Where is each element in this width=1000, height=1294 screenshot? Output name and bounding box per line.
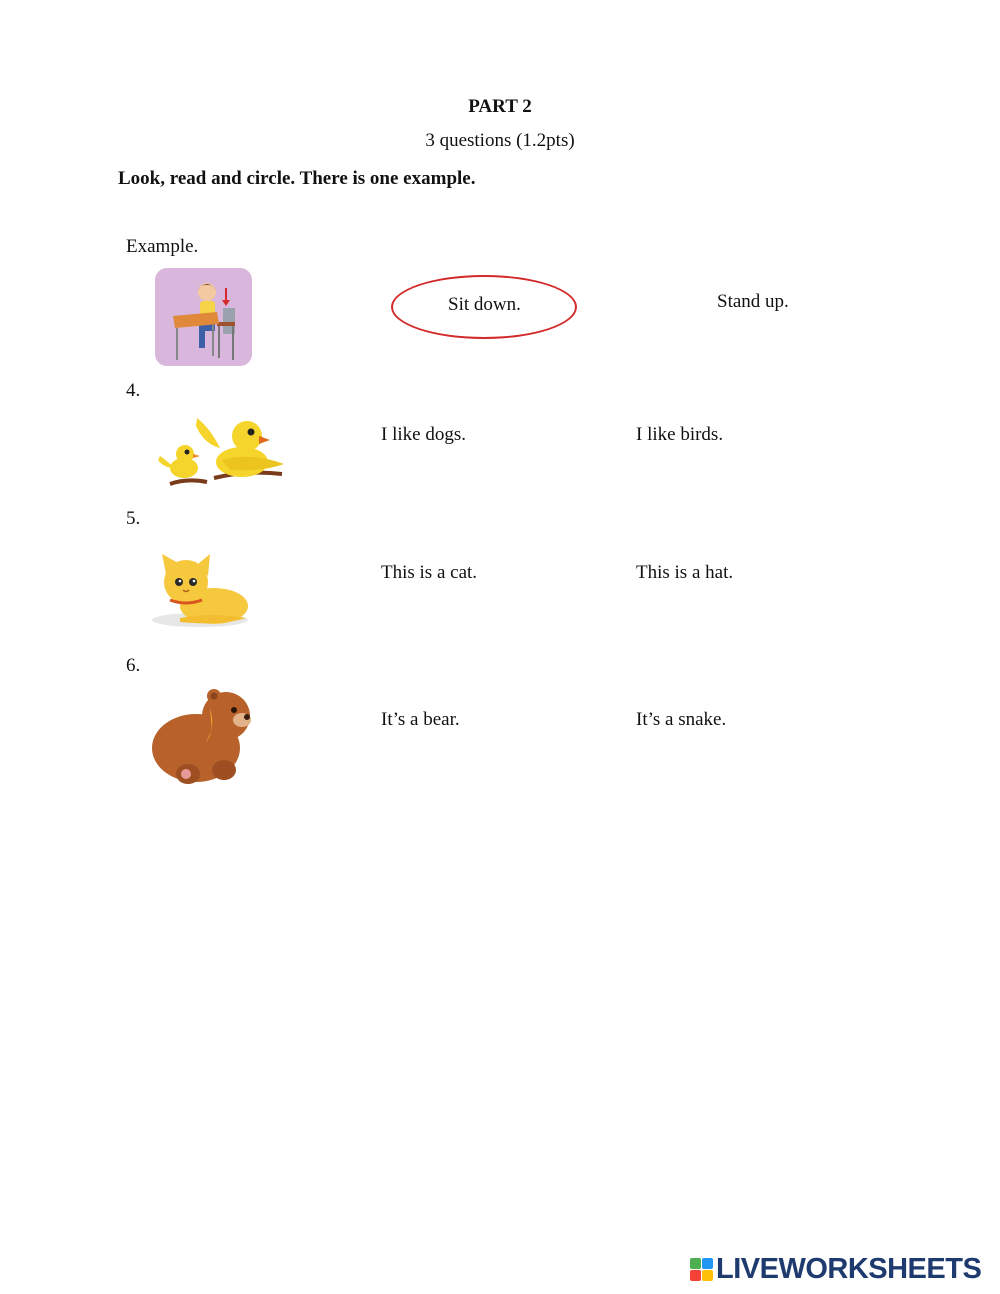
page-title: PART 2 bbox=[468, 96, 532, 117]
page-subtitle: 3 questions (1.2pts) bbox=[425, 130, 575, 151]
example-label: Example. bbox=[126, 236, 199, 257]
q6-option-1[interactable]: It’s a bear. bbox=[381, 709, 460, 730]
liveworksheets-logo bbox=[690, 1253, 981, 1285]
q6-option-2[interactable]: It’s a snake. bbox=[636, 709, 727, 730]
q5-option-1[interactable]: This is a cat. bbox=[381, 562, 478, 583]
question-number: 6. bbox=[126, 655, 141, 676]
example-option-2[interactable]: Stand up. bbox=[717, 291, 789, 312]
question-number: 4. bbox=[126, 380, 141, 401]
bear-icon bbox=[150, 684, 252, 786]
q4-option-2[interactable]: I like birds. bbox=[636, 424, 724, 445]
student-sitting-icon bbox=[155, 268, 252, 366]
cat-icon bbox=[150, 552, 250, 628]
q5-option-2[interactable]: This is a hat. bbox=[636, 562, 734, 583]
birds-icon bbox=[152, 408, 288, 490]
q4-option-1[interactable]: I like dogs. bbox=[381, 424, 466, 445]
instruction-text: Look, read and circle. There is one example. bbox=[118, 168, 476, 189]
logo-tiles-icon bbox=[690, 1258, 713, 1281]
logo-text: LIVEWORKSHEETS bbox=[716, 1252, 982, 1285]
example-option-1[interactable]: Sit down. bbox=[448, 294, 521, 315]
question-number: 5. bbox=[126, 508, 141, 529]
